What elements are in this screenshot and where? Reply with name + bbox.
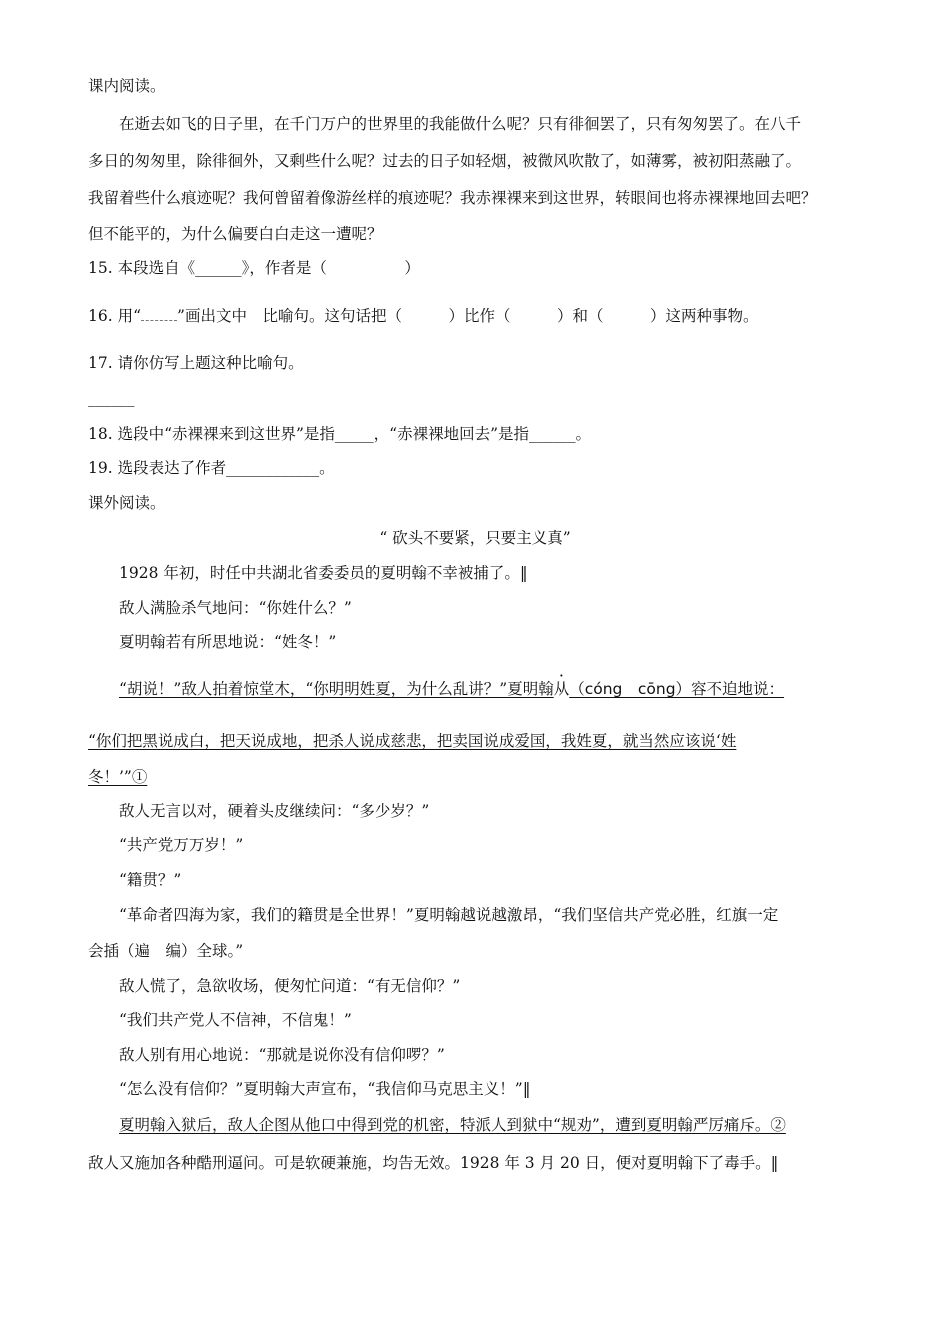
para-17: 敌人又施加各种酷刑逼问。可是软硬兼施，均告无效。1928 年 3 月 20 日，便对夏明翰下了毒手。‖ bbox=[88, 1154, 779, 1172]
q16-suffix: ”画出文中 比喻句。这句话把（ ）比作（ ）和（ ）这两种事物。 bbox=[177, 307, 759, 325]
para-12: 敌人慌了，急欲收场，便匆忙问道：“有无信仰？” bbox=[119, 977, 461, 995]
question-19: 19. 选段表达了作者____________。 bbox=[88, 459, 335, 477]
para-4 bbox=[119, 679, 784, 699]
passage-line-4: 但不能平的，为什么偏要白白走这一遭呢？ bbox=[88, 225, 383, 243]
section2-heading: 课外阅读。 bbox=[88, 494, 166, 512]
para-3: 夏明翰若有所思地说：“姓冬！” bbox=[119, 633, 337, 651]
para-6: 冬！’”① bbox=[88, 768, 148, 786]
passage-line-2: 多日的匆匆里，除徘徊外，又剩些什么呢？过去的日子如轻烟，被微风吹散了，如薄雾，被初阳蒸融了。 bbox=[88, 152, 802, 170]
passage-line-1: 在逝去如飞的日子里，在千门万户的世界里的我能做什么呢？只有徘徊罢了，只有匆匆罢了。在八千 bbox=[119, 115, 802, 133]
section1-heading: 课内阅读。 bbox=[88, 77, 166, 95]
wavy-line-icon bbox=[141, 318, 177, 321]
question-15: 15. 本段选自《______》，作者是（ ） bbox=[88, 259, 420, 277]
para-8: “共产党万万岁！” bbox=[119, 836, 244, 854]
para-10: “革命者四海为家，我们的籍贯是全世界！”夏明翰越说越激昂，“我们坚信共产党必胜，红旗一定 bbox=[119, 906, 779, 924]
article-title: “ 砍头不要紧，只要主义真” bbox=[379, 529, 571, 547]
question-16 bbox=[88, 306, 758, 326]
para-5: “你们把黑说成白，把天说成地，把杀人说成慈悲，把卖国说成爱国，我姓夏，就当然应该说‘姓 bbox=[88, 732, 737, 750]
q17-answer-blank: ______ bbox=[88, 389, 135, 407]
q16-prefix: 16. 用“ bbox=[88, 307, 142, 325]
dotted-char: 从 bbox=[553, 680, 570, 698]
para-9: “籍贯？” bbox=[119, 871, 182, 889]
para-1: 1928 年初，时任中共湖北省委委员的夏明翰不幸被捕了。‖ bbox=[119, 564, 528, 582]
para-15: “怎么没有信仰？”夏明翰大声宣布，“我信仰马克思主义！”‖ bbox=[119, 1080, 531, 1098]
pinyin-choice: （cóng cōng）容不迫地说： bbox=[569, 680, 785, 698]
para-13: “我们共产党人不信神，不信鬼！” bbox=[119, 1011, 352, 1029]
para-4-start: “胡说！”敌人拍着惊堂木，“你明明姓夏，为什么乱讲？”夏明翰 bbox=[119, 680, 554, 698]
para-14: 敌人别有用心地说：“那就是说你没有信仰啰？” bbox=[119, 1046, 445, 1064]
question-17: 17. 请你仿写上题这种比喻句。 bbox=[88, 354, 304, 372]
para-16: 夏明翰入狱后，敌人企图从他口中得到党的机密，特派人到狱中“规劝”，遭到夏明翰严厉痛斥。② bbox=[119, 1116, 786, 1134]
para-11: 会插（遍 编）全球。” bbox=[88, 942, 244, 960]
para-7: 敌人无言以对，硬着头皮继续问：“多少岁？” bbox=[119, 802, 430, 820]
passage-line-3: 我留着些什么痕迹呢？我何曾留着像游丝样的痕迹呢？我赤裸裸来到这世界，转眼间也将赤裸裸地回去吧？ bbox=[88, 189, 817, 207]
para-2: 敌人满脸杀气地问：“你姓什么？” bbox=[119, 599, 352, 617]
question-18: 18. 选段中“赤裸裸来到这世界”是指_____，“赤裸裸地回去”是指______。 bbox=[88, 425, 592, 443]
